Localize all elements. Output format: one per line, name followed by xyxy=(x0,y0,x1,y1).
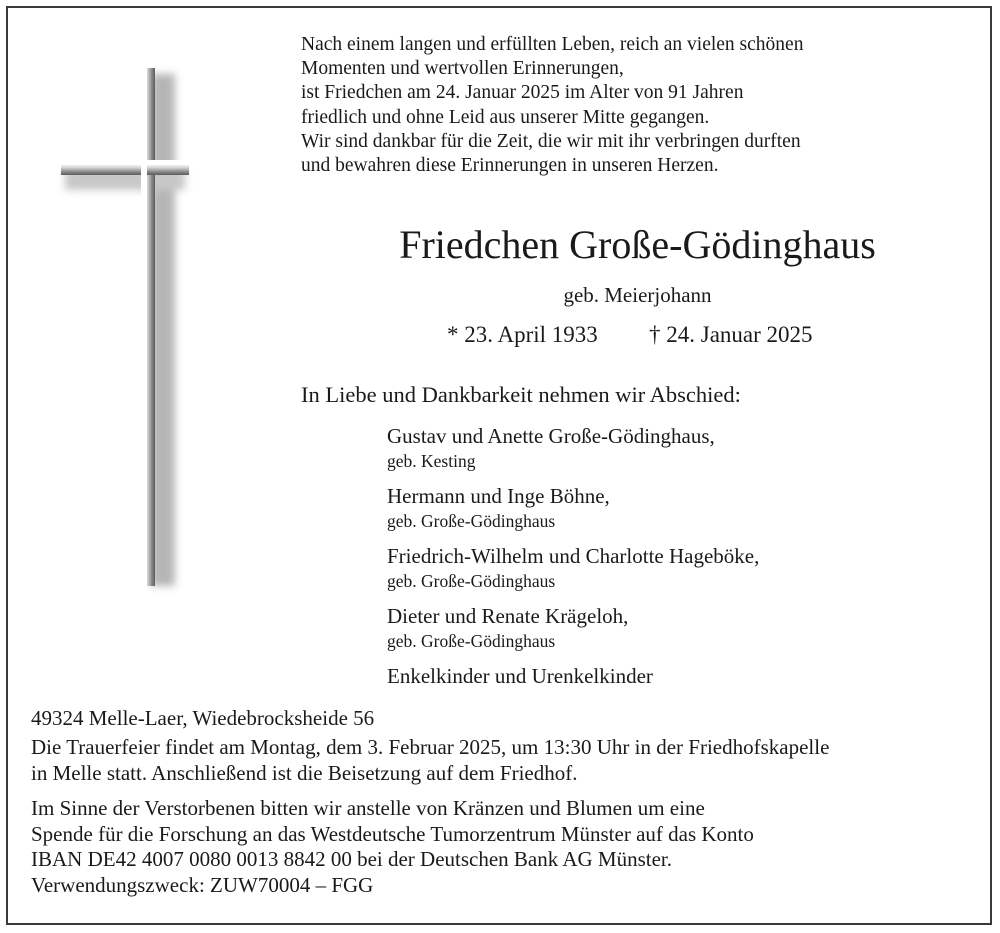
mourner-nee: geb. Große-Gödinghaus xyxy=(387,511,556,531)
donation-line: Spende für die Forschung an das Westdeutsche Tumorzentrum Münster auf das Konto xyxy=(31,821,754,846)
mourner-nee: geb. Kesting xyxy=(387,451,476,471)
intro-line: Momenten und wertvollen Erinnerungen, xyxy=(301,58,624,80)
mourner-names: Gustav und Anette Große-Gödinghaus, xyxy=(387,424,715,448)
farewell-line: In Liebe und Dankbarkeit nehmen wir Abschied: xyxy=(301,382,741,407)
list-item xyxy=(387,422,759,482)
donation-line: IBAN DE42 4007 0080 0013 8842 00 bei der Deutschen Bank AG Münster. xyxy=(31,847,673,871)
list-item xyxy=(387,602,759,662)
donation-line: Im Sinne der Verstorbenen bitten wir anstelle von Kränzen und Blumen um eine xyxy=(31,796,705,820)
mourner-nee: geb. Große-Gödinghaus xyxy=(387,571,556,591)
deceased-name: Friedchen Große-Gödinghaus xyxy=(399,222,876,267)
list-item xyxy=(387,542,759,602)
intro-line: und bewahren diese Erinnerungen in unseren Herzen. xyxy=(301,155,719,177)
intro-line: ist Friedchen am 24. Januar 2025 im Alter von 91 Jahren xyxy=(301,82,744,104)
donation-text xyxy=(31,796,754,898)
mourners-list xyxy=(387,422,759,662)
mourner-names: Hermann und Inge Böhne, xyxy=(387,484,610,508)
mourner-names: Friedrich-Wilhelm und Charlotte Hageböke, xyxy=(387,544,760,568)
latin-cross-icon xyxy=(55,60,195,600)
grandchildren-line: Enkelkinder und Urenkelkinder xyxy=(387,664,653,688)
service-line: in Melle statt. Anschließend ist die Beisetzung auf dem Friedhof. xyxy=(31,760,578,785)
address-line: 49324 Melle-Laer, Wiedebrocksheide 56 xyxy=(31,706,375,730)
birth-date: * 23. April 1933 xyxy=(447,322,598,347)
intro-line: Nach einem langen und erfüllten Leben, reich an vielen schönen xyxy=(301,34,804,55)
intro-text xyxy=(301,33,961,178)
service-line: Die Trauerfeier findet am Montag, dem 3. Februar 2025, um 13:30 Uhr in der Friedhofskapelle xyxy=(31,735,830,759)
mourner-names: Dieter und Renate Krägeloh, xyxy=(387,604,629,628)
intro-line: Wir sind dankbar für die Zeit, die wir mit ihr verbringen durften xyxy=(301,130,801,152)
mourner-nee: geb. Große-Gödinghaus xyxy=(387,631,556,651)
intro-line: friedlich und ohne Leid aus unserer Mitte gegangen. xyxy=(301,106,710,128)
funeral-service-text xyxy=(31,735,829,786)
donation-line: Verwendungszweck: ZUW70004 – FGG xyxy=(31,872,374,897)
death-date: † 24. Januar 2025 xyxy=(649,322,813,347)
list-item xyxy=(387,482,759,542)
maiden-name: geb. Meierjohann xyxy=(563,283,712,307)
